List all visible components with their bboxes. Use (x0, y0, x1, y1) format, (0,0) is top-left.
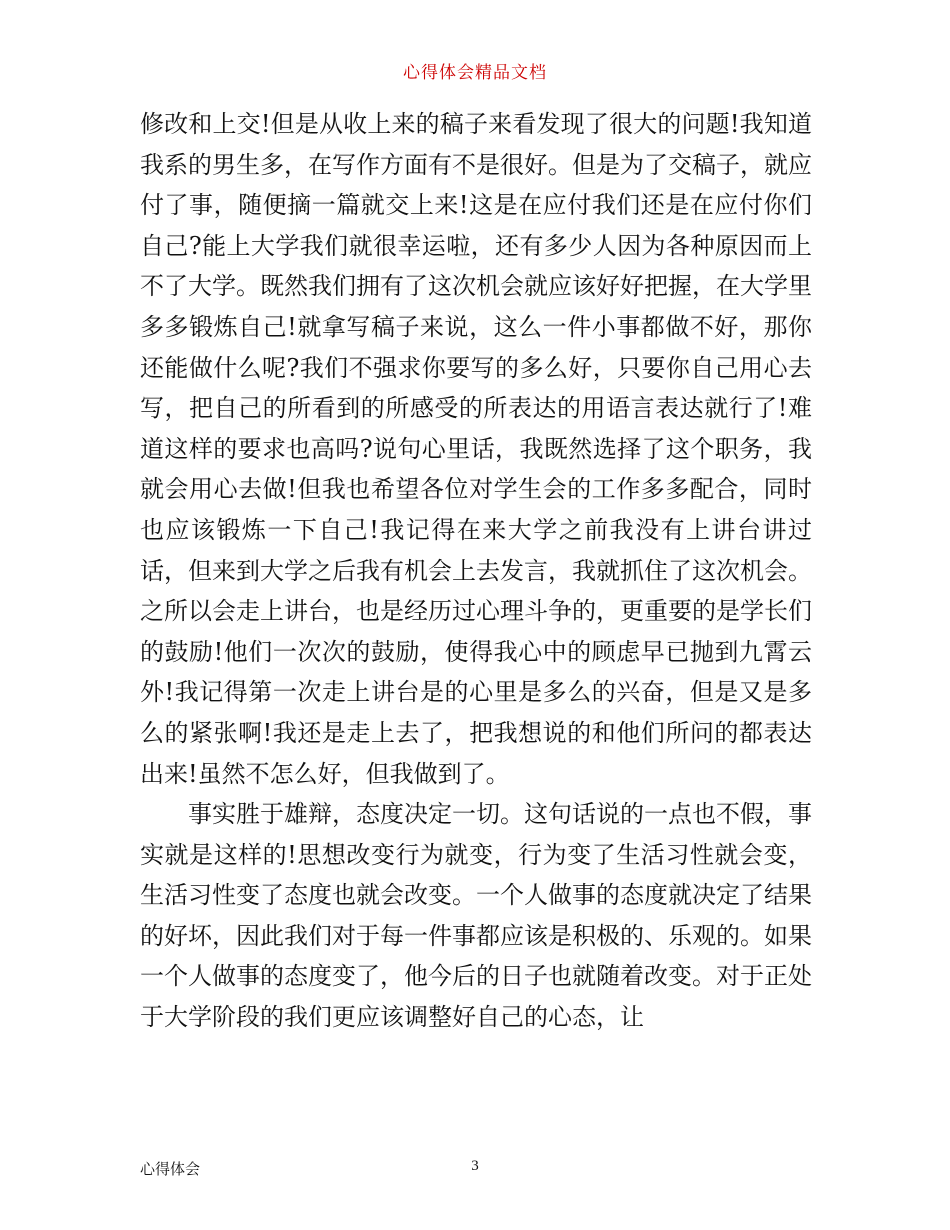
page-number: 3 (471, 1158, 479, 1174)
document-body (140, 104, 812, 1038)
body-paragraph: 修改和上交!但是从收上来的稿子来看发现了很大的问题!我知道我系的男生多，在写作方面有不是很好。但是为了交稿子，就应付了事，随便摘一篇就交上来!这是在应付我们还是在应付你们自己?能上大学我们就很幸运啦，还有多少人因为各种原因而上不了大学。既然我们拥有了这次机会就应该好好把握，在大学里多多锻炼自己!就拿写稿子来说，这么一件小事都做不好，那你还能做什么呢?我们不强求你要写的多么好，只要你自己用心去写，把自己的所看到的所感受的所表达的用语言表达就行了!难道这样的要求也高吗?说句心里话，我既然选择了这个职务，我就会用心去做!但我也希望各位对学生会的工作多多配合，同时也应该锻炼一下自己!我记得在来大学之前我没有上讲台讲过话，但来到大学之后我有机会上去发言，我就抓住了这次机会。之所以会走上讲台，也是经历过心理斗争的，更重要的是学长们的鼓励!他们一次次的鼓励，使得我心中的顾虑早已抛到九霄云外!我记得第一次走上讲台是的心里是多么的兴奋，但是又是多么的紧张啊!我还是走上去了，把我想说的和他们所问的都表达出来!虽然不怎么好，但我做到了。 (140, 110, 812, 788)
footer-label: 心得体会 (140, 1160, 201, 1178)
body-paragraph: 事实胜于雄辩，态度决定一切。这句话说的一点也不假，事实就是这样的!思想改变行为就变，行为变了生活习性就会变，生活习性变了态度也就会改变。一个人做事的态度就决定了结果的好坏，因此我们对于每一件事都应该是积极的、乐观的。如果一个人做事的态度变了，他今后的日子也就随着改变。对于正处于大学阶段的我们更应该调整好自己的心态，让 (140, 800, 812, 1032)
document-header-title: 心得体会精品文档 (403, 63, 547, 83)
